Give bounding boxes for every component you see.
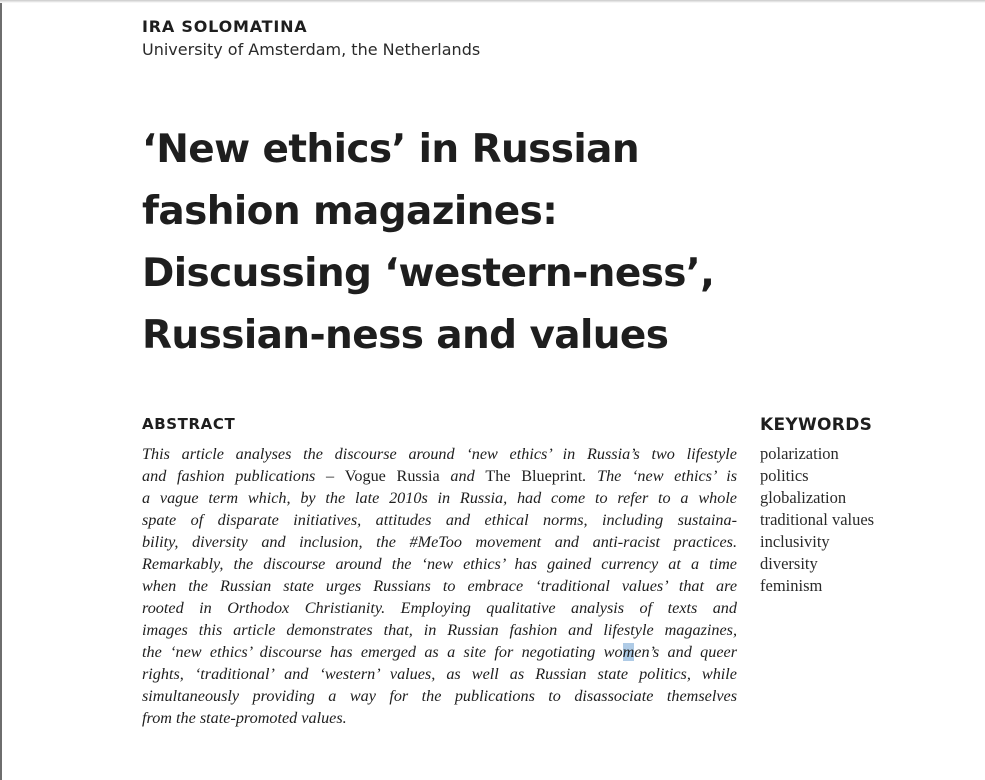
publication-name-blueprint: The Blueprint <box>485 467 583 485</box>
abstract-line: images this article demonstrates that, in Russian fashion and lifestyle magazines, <box>142 621 737 639</box>
abstract-line: when the Russian state urges Russians to embrace ‘traditional values’ that are <box>142 577 737 595</box>
keyword-item: traditional values <box>760 510 875 529</box>
title-line: Russian-ness and values <box>142 313 669 358</box>
title-line: ‘New ethics’ in Russian <box>142 127 640 172</box>
keywords-heading: KEYWORDS <box>760 415 873 435</box>
abstract-line: rights, ‘traditional’ and ‘western’ values, as well as Russian state politics, while <box>142 665 737 683</box>
abstract-line: from the state-promoted values. <box>142 709 347 727</box>
abstract-line: spate of disparate initiatives, attitudes and ethical norms, including sustaina- <box>142 511 737 529</box>
abstract-text[interactable] <box>142 443 737 729</box>
abstract-line: a vague term which, by the late 2010s in Russia, had come to refer to a whole <box>142 489 737 507</box>
abstract-line: Remarkably, the discourse around the ‘new ethics’ has gained currency at a time <box>142 555 737 573</box>
page-edge <box>0 0 2 780</box>
abstract-text-segment: and fashion publications – <box>142 467 345 485</box>
abstract-text-segment: the ‘new ethics’ discourse has emerged as a site for negotiating wo <box>142 643 623 661</box>
keyword-item: feminism <box>760 576 823 595</box>
page-top-shadow <box>0 0 985 3</box>
keyword-item: diversity <box>760 554 818 573</box>
abstract-text-segment: en’s and queer <box>634 643 737 661</box>
abstract-text-segment: . The ‘new ethics’ is <box>582 467 738 485</box>
abstract-line: This article analyses the discourse around ‘new ethics’ in Russia’s two lifestyle <box>142 445 737 463</box>
abstract-line: bility, diversity and inclusion, the #MeToo movement and anti-racist practices. <box>142 533 737 551</box>
author-block <box>142 16 480 62</box>
author-name: IRA SOLOMATINA <box>142 17 308 36</box>
abstract-line: rooted in Orthodox Christianity. Employing qualitative analysis of texts and <box>142 599 737 617</box>
keyword-item: inclusivity <box>760 532 830 551</box>
author-affiliation: University of Amsterdam, the Netherlands <box>142 40 481 59</box>
keyword-item: globalization <box>760 488 847 507</box>
abstract-heading: ABSTRACT <box>142 415 236 433</box>
title-line: Discussing ‘western-ness’, <box>142 251 715 296</box>
publication-name-vogue: Vogue Russia <box>344 467 440 485</box>
keyword-item: polarization <box>760 444 839 463</box>
keyword-item: politics <box>760 466 809 485</box>
abstract-line <box>142 641 737 663</box>
keywords-list <box>760 443 874 597</box>
abstract-line <box>142 465 737 487</box>
abstract-text-segment: and <box>439 467 486 485</box>
text-selection-highlight: m <box>622 643 635 661</box>
abstract-line: simultaneously providing a way for the publications to disassociate themselves <box>142 687 737 705</box>
title-line: fashion magazines: <box>142 189 558 234</box>
article-title <box>142 119 762 367</box>
